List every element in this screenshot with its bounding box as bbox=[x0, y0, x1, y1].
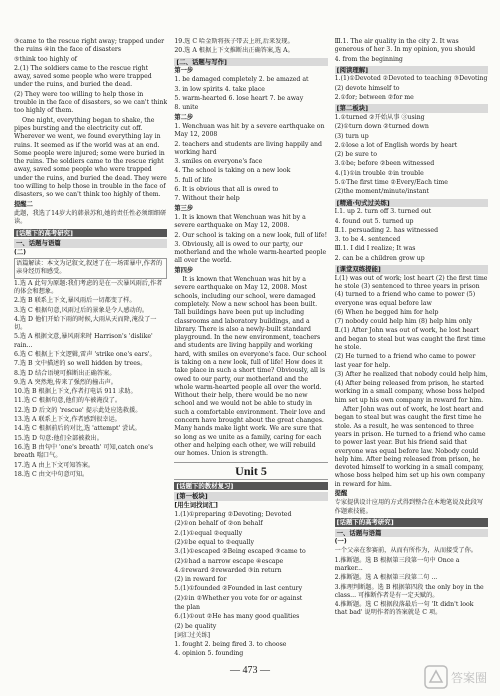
page-number: — 473 — bbox=[230, 665, 270, 676]
answer-item: 4.选 D 他们开始下雨的时候,大雨从天而降,淹没了一切。 bbox=[14, 315, 157, 332]
text-line: [词汇过关练] bbox=[174, 631, 211, 639]
text-line: 2.①lose a lot of English words by heart bbox=[334, 141, 458, 149]
text-line: 4. from the beginning bbox=[334, 55, 403, 63]
text-line: Ⅱ.(1) After John was out of work, he lost heart and began to steal but was caught the first time he stole. bbox=[334, 327, 486, 351]
answer-item: 1.推断题。选 B 根据第三段第一句中 Once a marker... bbox=[334, 556, 460, 572]
text-line: (2) They were too willing to help those in trouble in the face of disasters, so we can't think too highly of them. bbox=[14, 90, 168, 115]
text-line: 1. fought 2. being fired 3. to choose bbox=[174, 641, 287, 649]
text-line: 3. in low spirits 4. take place bbox=[174, 85, 265, 93]
text-line: 4. opinion 5. founding bbox=[174, 650, 244, 658]
hint-text: 专家提供设计应用的方式得到整合在本地笔说及此段写作题素技能。 bbox=[334, 499, 484, 515]
block-header: [第二板块] bbox=[335, 104, 488, 113]
section-header: [二、话题与写作] bbox=[174, 58, 327, 67]
text-line: (2) be quality bbox=[174, 622, 217, 630]
text-line: 3.(1)①escaped ②Being escaped ③came to bbox=[174, 548, 306, 556]
text-line: (2) in reward for bbox=[174, 576, 227, 584]
section-header: [话题下的教材复习] bbox=[174, 482, 327, 491]
text-line: Ⅱ.1. persuading 2. has witnessed bbox=[334, 226, 439, 234]
part-label: (二) bbox=[14, 248, 27, 256]
text-line: (2)①be equal to ②equally bbox=[174, 538, 254, 546]
answer-item: 2.推断题。选 A 根据第三段第二句 ... bbox=[334, 574, 438, 582]
text-line: 3. Obviously, all is owed to our party, our motherland and the whole warm-hearted people all over the world. bbox=[174, 240, 327, 265]
text-line: ⑤think too highly of bbox=[14, 55, 77, 63]
section-header: [话题下的高考研究] bbox=[335, 518, 488, 527]
text-line: (2)①turn down ②turned down bbox=[334, 123, 429, 131]
text-line: 1. be damaged completely 2. be amazed at bbox=[174, 76, 309, 84]
columns bbox=[14, 38, 488, 658]
subsection-header: 一、话题与语篇 bbox=[14, 239, 167, 248]
section-header: [话题下的高考研究] bbox=[14, 229, 167, 238]
answer-item: 12.选 D 后文的 'rescue' 提示此处应选救援。 bbox=[14, 406, 142, 414]
answer-item: 9.选 A 突然地,传来了强烈的撞击声。 bbox=[14, 378, 117, 386]
text-line: 2.①for; between ②for me bbox=[334, 94, 414, 102]
text-line: 2. Our school is taking on a new look, full of life! bbox=[174, 231, 328, 239]
answer-item: 5.选 A 根据文意,暴风雨来时 Harrison's 'dislike' rain... bbox=[14, 333, 153, 349]
text-line: (2)①in ②Whether you vote for or against bbox=[174, 594, 303, 602]
subsection-label: [用生词找词汇] bbox=[174, 501, 218, 509]
essay-paragraph: After John was out of work, he lost heart and began to steal but was caught the first time he stole. As a result, he was sentenced to three years in prison. He turned to a friend who came to power last year. But his friend said that everyone was equal before law. Nobody could help him. After being released from prison, he devoted himself to working in a small company, whose boss helped him set up his own company in reward for him. bbox=[334, 406, 486, 488]
text-line: (2)①had a narrow escape ④escape bbox=[174, 557, 284, 565]
answer-item: 7.选 B 文中描述的 so well hidden by trees。 bbox=[14, 360, 147, 368]
text-line: (3) turn up bbox=[334, 132, 369, 140]
text-line: (2) He turned to a friend who came to power last year for help. bbox=[334, 353, 476, 369]
text-line: 1. It is known that Wenchuan was hit by a severe earthquake on May 12, 2008. bbox=[174, 213, 306, 230]
text-line: (3) After he realized that nobody could help him, bbox=[334, 370, 488, 378]
answer-item: 14.选 C 根据前后的对比,选 'attempt' 尝试。 bbox=[14, 425, 141, 433]
text-line: Ⅲ.1. I did I realize; It was bbox=[334, 245, 416, 253]
text-line: ③came to the rescue right away; trapped under the ruins ④in the face of disasters bbox=[14, 38, 165, 54]
column-right bbox=[335, 38, 488, 658]
text-line: 6.(1)①out ②He has many good qualities bbox=[174, 613, 300, 621]
text-line: 3. smiles on everyone's face bbox=[174, 158, 263, 166]
watermark-text: 答案圈 bbox=[451, 671, 488, 685]
answer-item: 16.选 B 由句中 'one's breath' 可知,catch one's breath 喘口气。 bbox=[14, 443, 154, 460]
text-line: 2.(1)①equal ②equally bbox=[174, 529, 243, 537]
text-line: 8. unite bbox=[174, 104, 199, 112]
text-line: 4.(1)①in trouble ②in trouble bbox=[334, 169, 424, 177]
text-line: 1. Wenchuan was hit by a severe earthquake on May 12, 2008 bbox=[174, 122, 325, 139]
step-label: 第四步 bbox=[174, 266, 194, 274]
text-line: 1.①turned ②开始从事 ③using bbox=[334, 113, 425, 121]
hint-label: 提醒二 bbox=[14, 200, 33, 208]
part-label: (一) bbox=[334, 538, 347, 546]
answer-item: 18.选 C 由文中句意可知。 bbox=[14, 470, 89, 478]
answer-item: 20.选 A 根据上下文推断出正确答案,选 A。 bbox=[174, 47, 294, 55]
block-header: [课堂双练提能] bbox=[335, 265, 488, 274]
text-line: 5.①The first time ②Every/Each time bbox=[334, 179, 448, 187]
answer-item: 4.推断题。选 C 根据段落最后一句 'It didn't look that bad' 说明作者的答案就是 C 项。 bbox=[334, 601, 474, 617]
text-line: 1.(1)①preparing ②Devoting; Devoted bbox=[174, 511, 292, 519]
text-line: 3. to be 4. sentenced bbox=[334, 236, 401, 244]
text-line: 4. The school is taking on a new look bbox=[174, 167, 291, 175]
essay-paragraph: It is known that Wenchuan was hit by a severe earthquake on May 12, 2008. Most schools, including our school, were damaged completely. Now a new school has been built. Tall buildings have been put up including classrooms and laboratory buildings, and a library. There is also a newly-built standard playground. In the new environment, teachers and students are living happily and working hard, with smiles on everyone's face. Our school is taking on a new look, full of life! How does it take place in such a short time? Obviously, all is owed to our party, our motherland and the whole warm-hearted people all over the world. Without their help, there would be no new school and we would not be able to study in such a comfortable environment. Their love and concern have brought about the great changes. Many hands make light work. We are sure that so long as we unite as a family, caring for each other and helping each other, we will rebuild our homes. Union is strength. bbox=[174, 276, 327, 458]
hint-label: 提醒 bbox=[334, 490, 348, 498]
text-line: (7) nobody could help him (8) help him only bbox=[334, 318, 472, 326]
text-line: (2)the moment/minute/instant bbox=[334, 188, 430, 196]
essay-paragraph: One night, everything began to shake, the pipes bursting and the electricity cut off. Wherever we went, we found everything lay in ruins. It seemed as if the world was at an end. Some people were injured; some were buried in the ruins. The soldiers came to the rescue right away, saved some people who were trapped under the ruins, and buried the dead. They were too willing to help those in trouble in the face of disasters, so we can't think too highly of them. bbox=[14, 116, 167, 199]
answer-item: 13.选 A 联系上下文,作者感到很幸运。 bbox=[14, 416, 121, 424]
text-line: (2)①on behalf of ②on behalf bbox=[174, 520, 263, 528]
text-line: 7. Without their help bbox=[174, 195, 240, 203]
column-middle bbox=[174, 38, 327, 658]
passage-guide: 语篇解读：本文为记叙文,叙述了在一场雷暴中,作者的亲身经历和感受。 bbox=[14, 258, 167, 279]
text-line: 6. It is obvious that all is owed to bbox=[174, 186, 279, 194]
text-line: (4) After being released from prison, he started working in a small company, whose boss helped him set up his own company in reward for him. bbox=[334, 380, 485, 404]
text-line: Ⅲ.1. The air quality in the city 2. It was generous of her 3. In my opinion, you should bbox=[334, 38, 476, 54]
answer-item: 15.选 D 句意:他们全部被救出。 bbox=[14, 434, 103, 442]
answer-item: 17.选 A 由上下文可知答案。 bbox=[14, 461, 95, 469]
answer-item: 3.推理判断题。选 B 根据第四段 the only boy in the class... 可推断作者是有一定天赋的。 bbox=[334, 583, 484, 599]
column-left bbox=[14, 38, 167, 658]
text-line: Ⅰ.1. up 2. turn off 3. turned out bbox=[334, 208, 432, 216]
answer-item: 2.选 B 联系上下文,暴风雨后一切都变了样。 bbox=[14, 297, 136, 305]
block-header: [阅读理解] bbox=[335, 66, 488, 75]
answer-item: 一个父亲在参赛前，从而有所作为，从而接受了你。 bbox=[334, 547, 477, 555]
text-line: 5.(1)①founded ②Founded in last century bbox=[174, 585, 303, 593]
answer-item: 10.选 B 根据上下文,作者打电话 911 求助。 bbox=[14, 388, 137, 396]
hint-text: 此题，我选了14岁大的韩景苏和,她的责任性必须细细研读。 bbox=[14, 209, 167, 226]
text-line: 4.①reward ②rewarded ③in return bbox=[174, 566, 282, 574]
text-line: 2. can be a children grow up bbox=[334, 254, 425, 262]
text-line: 5. warm-hearted 6. lose heart 7. be away bbox=[174, 95, 304, 103]
step-label: 第一步 bbox=[174, 67, 194, 75]
step-label: 第二步 bbox=[174, 113, 194, 121]
text-line: Ⅰ.(1) was out of work; lost heart (2) the first time he stole (3) sentenced to three years in prison (4) turned to a friend who came to power (5) everyone was equal before law bbox=[334, 274, 488, 307]
answer-item: 11.选 C 根据句意,他们的车被淹没了。 bbox=[14, 397, 122, 405]
step-label: 第三步 bbox=[174, 204, 194, 212]
block-header: [第一板块] bbox=[174, 492, 327, 501]
text-line: 4. found out 5. turned up bbox=[334, 217, 414, 225]
answer-item: 8.选 D 结合语境可推断出正确答案。 bbox=[14, 369, 116, 377]
text-line: 1.(1)①Devoted ②Devoted to teaching ③Devoting bbox=[334, 75, 488, 83]
text-line: (2) be sure to bbox=[334, 151, 377, 159]
text-line: the plan bbox=[174, 604, 201, 611]
watermark-logo bbox=[424, 664, 492, 690]
text-line: (2) devote himself to bbox=[334, 84, 400, 92]
unit-title: Unit 5 bbox=[174, 462, 327, 480]
answer-item: 19.选 C 哈金斯将孩子带去上班,后来发现。 bbox=[174, 38, 294, 45]
text-line: 2.(1) The soldiers came to the rescue right away, saved some people who were trapped under the ruins, and buried the dead. bbox=[14, 64, 152, 89]
answer-item: 6.选 C 根据上下文逻辑,雷声 'strike one's ears'。 bbox=[14, 350, 156, 358]
text-line: 3.①be; before ②been witnessed bbox=[334, 160, 435, 168]
subsection-header: 一、话题与语篇 bbox=[335, 529, 488, 538]
text-line: 2. teachers and students are living happily and working hard bbox=[174, 140, 323, 156]
text-line: (6) When he begged him for help bbox=[334, 308, 439, 316]
text-line: 5. full of life bbox=[174, 176, 213, 184]
answer-item: 1.选 A 此句为原题:我们考虑的是在一次暴风雨后,作者的体会和想象。 bbox=[14, 279, 163, 295]
block-header: [精通·句式过关练] bbox=[335, 199, 488, 208]
answer-item: 3.选 C 根据句意,风雨过后的景象是令人感动的。 bbox=[14, 306, 149, 314]
